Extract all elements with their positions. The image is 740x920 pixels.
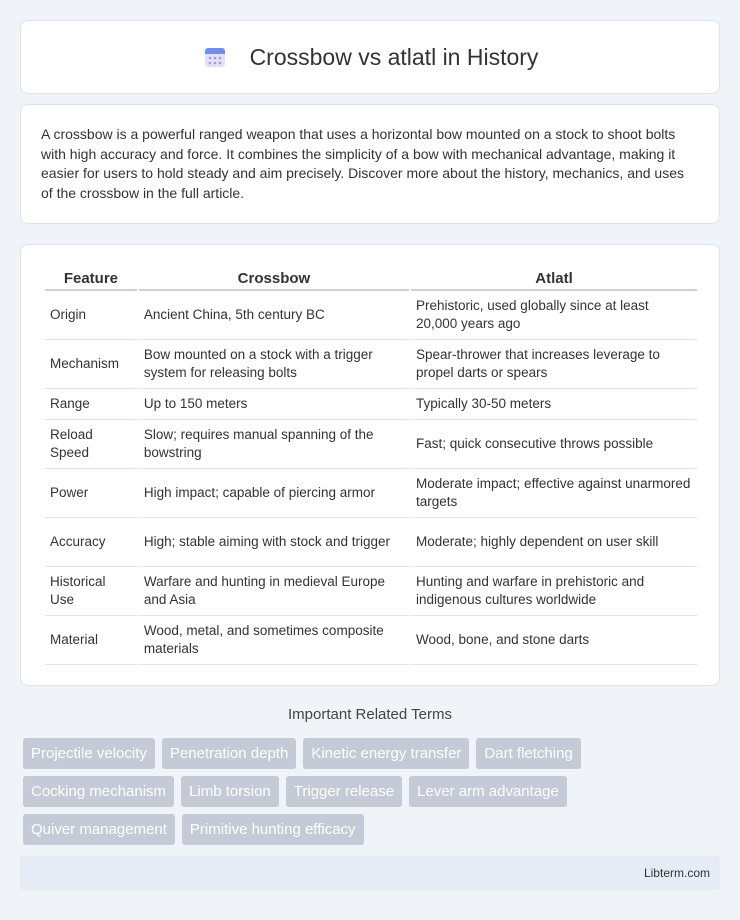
term-chip[interactable]: Kinetic energy transfer [303, 738, 469, 769]
atlatl-cell: Hunting and warfare in prehistoric and indigenous cultures worldwide [411, 567, 697, 616]
comparison-table [43, 265, 699, 665]
intro-paragraph: A crossbow is a powerful ranged weapon that uses a horizontal bow mounted on a stock to shoot bolts with high accuracy and force. It combines the simplicity of a bow with mechanical advantage, making it easier for users to hold steady and aim precisely. Discover more about the history, mechanics, and uses of the crossbow in the full article. [41, 126, 685, 201]
crossbow-cell: High impact; capable of piercing armor [139, 469, 409, 518]
page-title: Crossbow vs atlatl in History [249, 43, 539, 70]
table-row [45, 567, 697, 616]
table-row [45, 616, 697, 665]
term-chip[interactable]: Limb torsion [181, 776, 279, 807]
feature-cell: Historical Use [45, 567, 137, 616]
feature-cell: Mechanism [45, 340, 137, 389]
crossbow-cell: Warfare and hunting in medieval Europe and Asia [139, 567, 409, 616]
feature-cell: Origin [45, 291, 137, 340]
term-row [23, 738, 723, 769]
atlatl-cell: Wood, bone, and stone darts [411, 616, 697, 665]
atlatl-cell: Fast; quick consecutive throws possible [411, 420, 697, 469]
term-chip[interactable]: Quiver management [23, 814, 175, 845]
crossbow-cell: Up to 150 meters [139, 389, 409, 420]
crossbow-cell: Bow mounted on a stock with a trigger system for releasing bolts [139, 340, 409, 389]
header-feature: Feature [45, 265, 137, 291]
header-atlatl: Atlatl [411, 265, 697, 291]
atlatl-cell: Moderate impact; effective against unarmored targets [411, 469, 697, 518]
table-row [45, 340, 697, 389]
crossbow-cell: High; stable aiming with stock and trigger [139, 518, 409, 567]
table-row [45, 469, 697, 518]
table-row [45, 291, 697, 340]
term-chip[interactable]: Primitive hunting efficacy [182, 814, 364, 845]
atlatl-cell: Moderate; highly dependent on user skill [411, 518, 697, 567]
feature-cell: Material [45, 616, 137, 665]
crossbow-cell: Wood, metal, and sometimes composite materials [139, 616, 409, 665]
related-terms [23, 738, 723, 852]
atlatl-cell: Typically 30-50 meters [411, 389, 697, 420]
title-row [202, 44, 539, 71]
table-row [45, 518, 697, 567]
atlatl-cell: Spear-thrower that increases leverage to propel darts or spears [411, 340, 697, 389]
term-chip[interactable]: Penetration depth [162, 738, 296, 769]
footer-site-link[interactable]: Libterm.com [643, 866, 710, 880]
feature-cell: Accuracy [45, 518, 137, 567]
term-chip[interactable]: Trigger release [286, 776, 402, 807]
term-chip[interactable]: Dart fletching [476, 738, 580, 769]
term-chip[interactable]: Cocking mechanism [23, 776, 174, 807]
header-crossbow: Crossbow [139, 265, 409, 291]
term-row [23, 776, 723, 807]
crossbow-cell: Ancient China, 5th century BC [139, 291, 409, 340]
related-terms-title: Important Related Terms [288, 706, 452, 723]
table-row [45, 389, 697, 420]
term-row [23, 814, 723, 845]
table-header-row [45, 265, 697, 291]
atlatl-cell: Prehistoric, used globally since at least 20,000 years ago [411, 291, 697, 340]
feature-cell: Reload Speed [45, 420, 137, 469]
crossbow-cell: Slow; requires manual spanning of the bowstring [139, 420, 409, 469]
header-card [20, 20, 720, 94]
intro-card [20, 104, 720, 224]
footer [20, 856, 720, 890]
feature-cell: Power [45, 469, 137, 518]
term-chip[interactable]: Projectile velocity [23, 738, 155, 769]
term-chip[interactable]: Lever arm advantage [409, 776, 567, 807]
calendar-icon [202, 44, 228, 70]
feature-cell: Range [45, 389, 137, 420]
comparison-card [20, 244, 720, 686]
table-row [45, 420, 697, 469]
